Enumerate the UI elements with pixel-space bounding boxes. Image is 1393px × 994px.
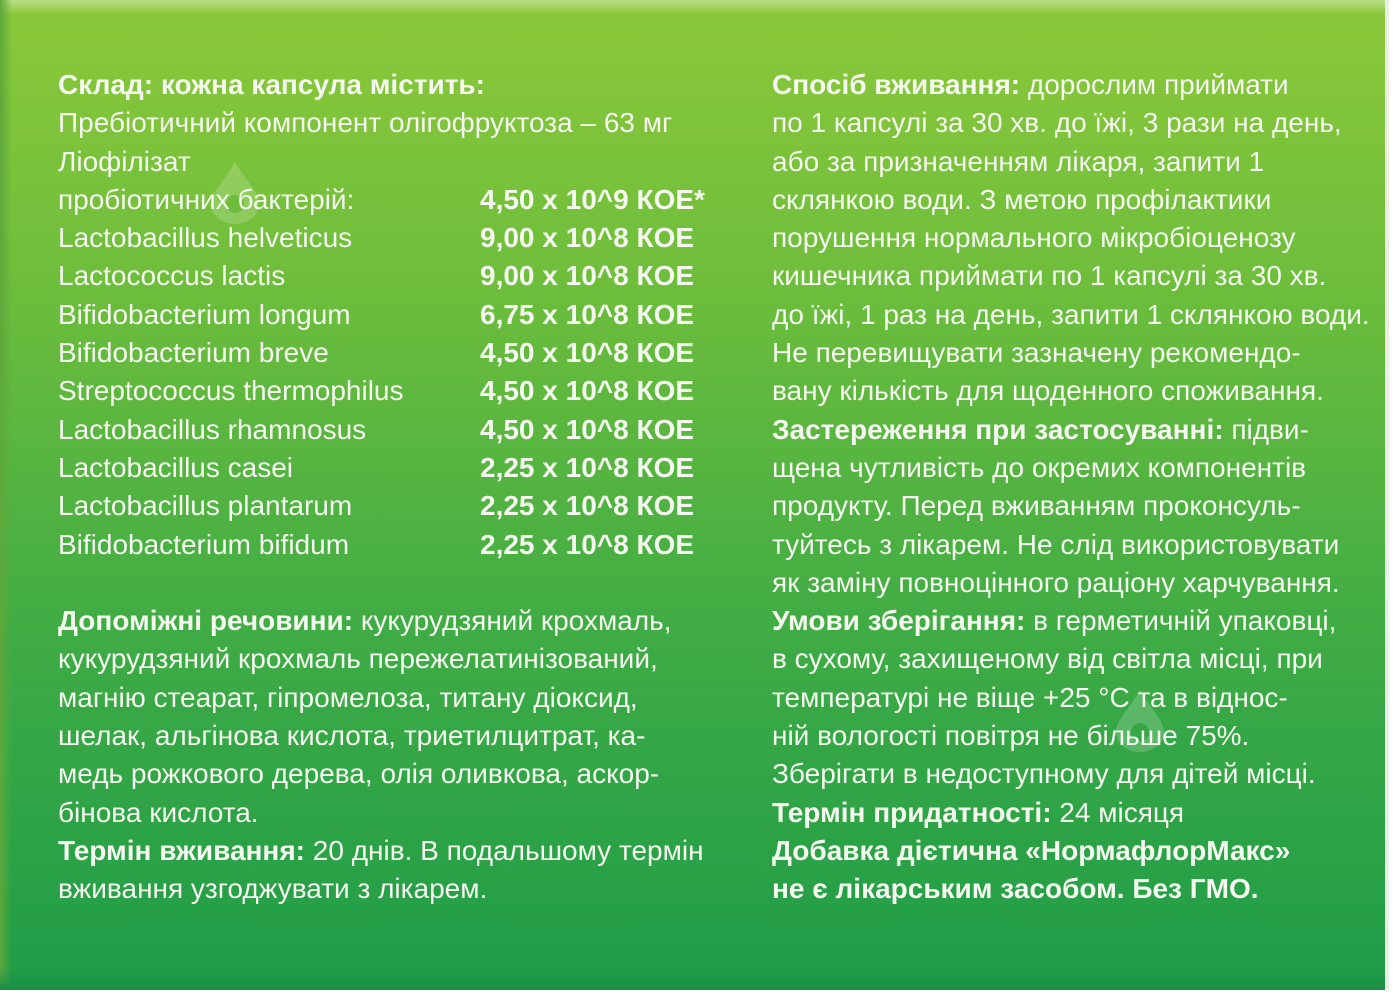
strain-name: Lactobacillus rhamnosus <box>58 413 367 445</box>
strain-value: 4,50 x 10^8 КОЕ <box>480 337 695 369</box>
strain-value: 9,00 x 10^8 КОЕ <box>480 260 695 292</box>
lyophilisate-line: Ліофілізат <box>58 145 191 177</box>
strain-row <box>58 487 758 525</box>
duration-line: вживання узгоджувати з лікарем. <box>58 873 488 905</box>
shelf-life-heading: Термін придатності: <box>772 796 1052 828</box>
shelf-life-line <box>772 794 1357 832</box>
usage-line: по 1 капсулі за 30 хв. до їжі, 3 рази на день, <box>772 107 1342 139</box>
storage-heading: Умови зберігання: <box>772 605 1026 637</box>
strain-row <box>58 257 758 295</box>
strain-name: Bifidobacterium bifidum <box>58 528 350 560</box>
left-edge <box>0 0 12 990</box>
usage-line: кишечника приймати по 1 капсулі за 30 хв. <box>772 260 1327 292</box>
excipients-heading: Допоміжні речовини: <box>58 605 354 637</box>
storage-line <box>772 602 1357 640</box>
disclaimer-line: Добавка дієтична «НормафлорМакс» <box>772 834 1291 866</box>
duration-text: 20 днів. В подальшому термін <box>305 834 704 866</box>
spacer <box>58 564 758 602</box>
strain-name: Lactobacillus plantarum <box>58 490 353 522</box>
probiotic-label: пробіотичних бактерій: <box>58 183 355 215</box>
duration-line <box>58 832 758 870</box>
probiotic-total-row <box>58 181 758 219</box>
excipients-text: кукурудзяний крохмаль, <box>353 605 672 637</box>
excipients-line: шелак, альгінова кислота, триетилцитрат, ка- <box>58 720 646 752</box>
storage-text: в герметичній упаковці, <box>1025 605 1337 637</box>
strain-value: 6,75 x 10^8 КОЕ <box>480 298 695 330</box>
strain-name: Lactobacillus helveticus <box>58 222 353 254</box>
strain-value: 2,25 x 10^8 КОЕ <box>480 528 695 560</box>
usage-line: вану кількість для щоденного споживання. <box>772 375 1324 407</box>
strain-name: Lactococcus lactis <box>58 260 286 292</box>
strain-value: 2,25 x 10^8 КОЕ <box>480 490 695 522</box>
warning-text: підви- <box>1223 413 1309 445</box>
usage-text: дорослим приймати <box>1020 69 1289 100</box>
strain-value: 2,25 x 10^8 КОЕ <box>480 451 695 483</box>
strain-name: Bifidobacterium breve <box>58 337 329 369</box>
strain-row <box>58 526 758 564</box>
storage-line: Зберігати в недоступному для дітей місці. <box>772 758 1316 790</box>
excipients-line: кукурудзяний крохмаль пережелатинізований, <box>58 643 658 675</box>
warning-heading: Застереження при застосуванні: <box>772 413 1224 445</box>
usage-line: або за призначенням лікаря, запити 1 <box>772 145 1265 177</box>
strain-row <box>58 219 758 257</box>
strain-value: 4,50 x 10^8 КОЕ <box>480 413 695 445</box>
strain-row <box>58 372 758 410</box>
excipients-line: бінова кислота. <box>58 796 259 828</box>
usage-line: склянкою води. З метою профілактики <box>772 183 1272 215</box>
excipients-line <box>58 602 758 640</box>
strain-row <box>58 334 758 372</box>
strain-name: Lactobacillus casei <box>58 451 294 483</box>
bottom-edge <box>0 968 1385 990</box>
excipients-line: медь рожкового дерева, олія оливкова, аскор- <box>58 758 660 790</box>
strain-name: Bifidobacterium longum <box>58 298 351 330</box>
usage-column <box>772 66 1370 909</box>
top-edge <box>0 0 1385 14</box>
warning-line: як заміну повноцінного раціону харчування. <box>772 566 1340 598</box>
warning-line: продукту. Перед вживанням проконсуль- <box>772 490 1301 522</box>
strain-value: 4,50 x 10^8 КОЕ <box>480 375 695 407</box>
usage-heading: Спосіб вживання: <box>772 69 1021 100</box>
strain-row <box>58 296 758 334</box>
usage-line: Не перевищувати зазначену рекомендо- <box>772 337 1301 369</box>
composition-heading: Склад: кожна капсула містить: <box>58 69 485 100</box>
storage-line: ній вологості повітря не більше 75%. <box>772 720 1250 752</box>
usage-line <box>772 66 1357 104</box>
warning-line <box>772 411 1357 449</box>
usage-line: порушення нормального мікробіоценозу <box>772 222 1296 254</box>
strain-value: 9,00 x 10^8 КОЕ <box>480 222 695 254</box>
shelf-life-value: 24 місяця <box>1051 796 1185 828</box>
strain-row <box>58 411 758 449</box>
usage-line: до їжі, 1 раз на день, запити 1 склянкою води. <box>772 298 1370 330</box>
warning-line: щена чутливість до окремих компонентів <box>772 451 1307 483</box>
storage-line: температурі не віще +25 °С та в віднос- <box>772 681 1288 713</box>
storage-line: в сухому, захищеному від світла місці, при <box>772 643 1323 675</box>
prebiotic-line: Пребіотичний компонент олігофруктоза – 63 мг <box>58 107 673 139</box>
strain-row <box>58 449 758 487</box>
probiotic-value: 4,50 x 10^9 КОЕ* <box>480 183 705 215</box>
warning-line: туйтесь з лікарем. Не слід використовувати <box>772 528 1340 560</box>
strain-name: Streptococcus thermophilus <box>58 375 404 407</box>
disclaimer-line: не є лікарським засобом. Без ГМО. <box>772 873 1259 905</box>
excipients-line: магнію стеарат, гіпромелоза, титану діоксид, <box>58 681 638 713</box>
composition-column <box>58 66 758 909</box>
duration-heading: Термін вживання: <box>58 834 306 866</box>
